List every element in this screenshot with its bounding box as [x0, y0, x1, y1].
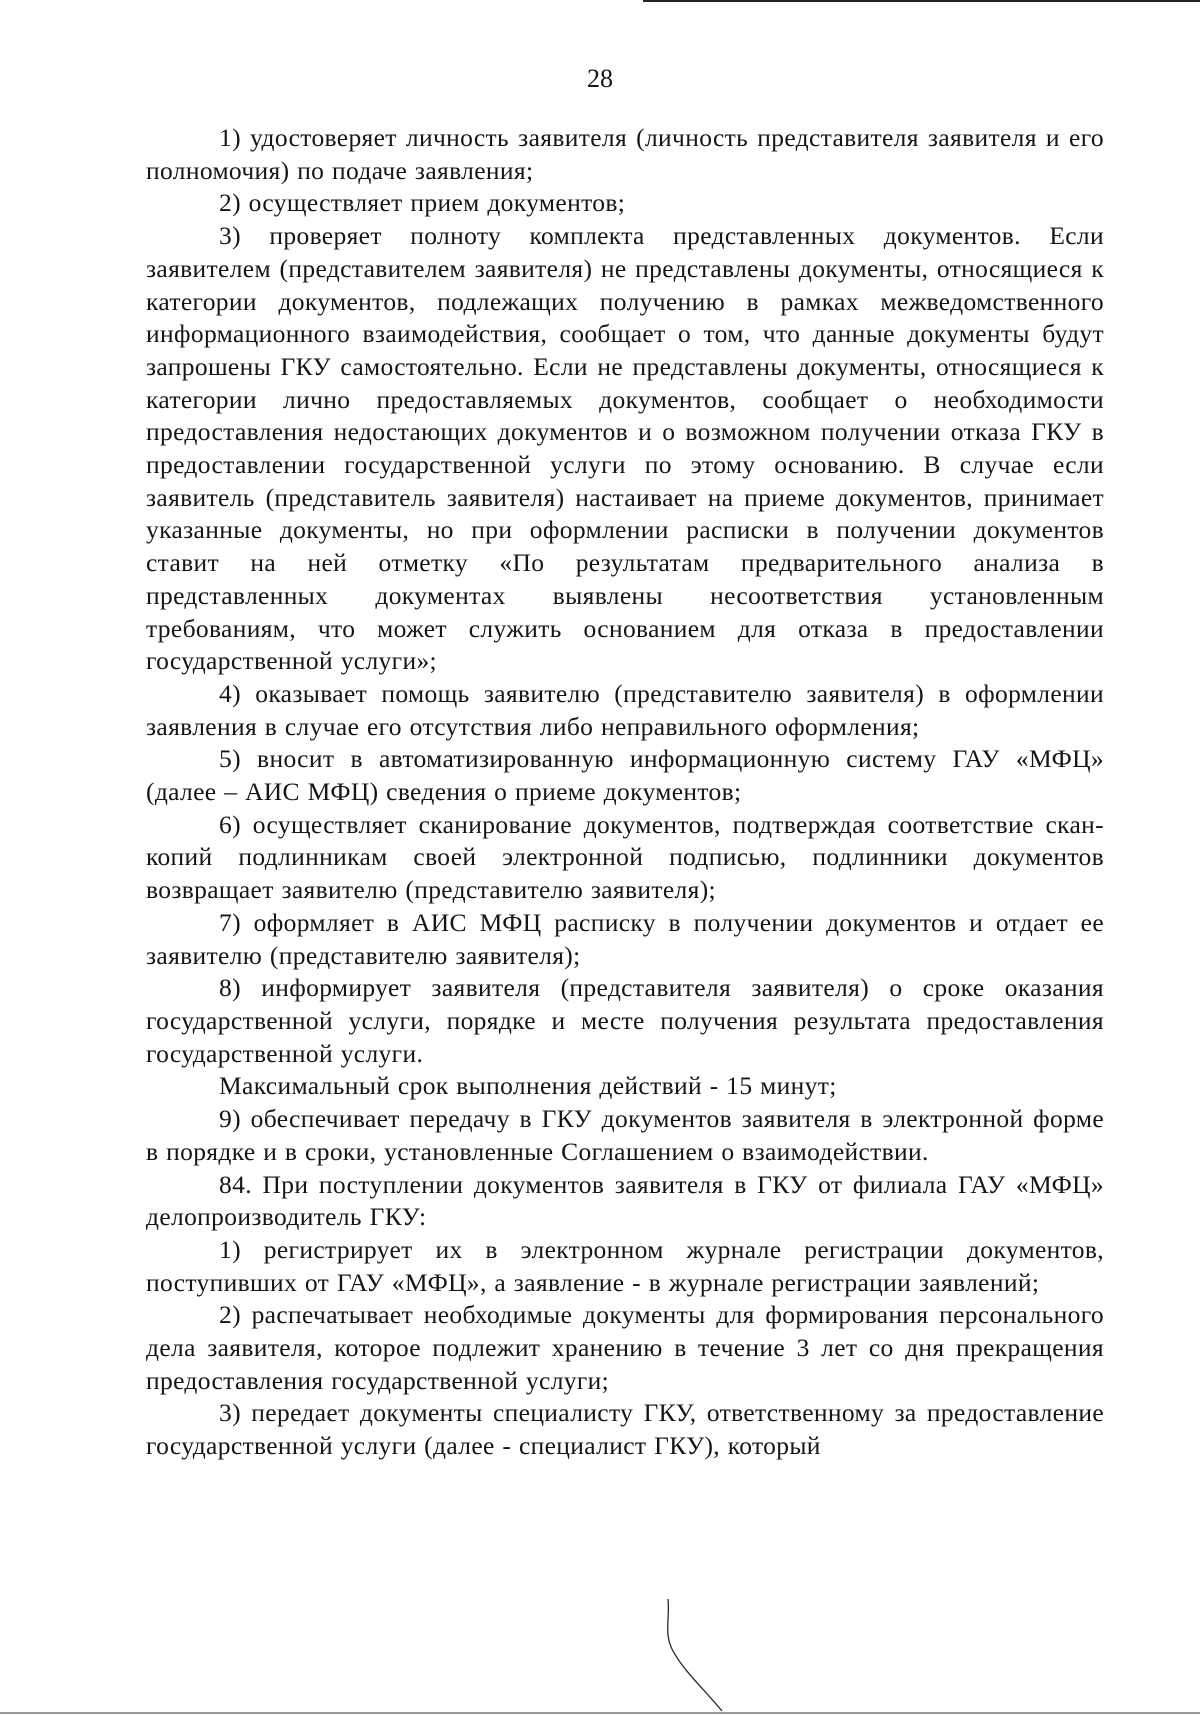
- paragraph-item-2: 2) осуществляет прием документов;: [219, 188, 626, 218]
- paragraph-84-item-1: 1) регистрирует их в электронном журнале регистрации документов, поступивших от ГАУ «МФЦ», а заявление - в журнале регистрации заявлений;: [146, 1234, 1104, 1297]
- paragraph-item-5: 5) вносит в автоматизированную информационную систему ГАУ «МФЦ» (далее – АИС МФЦ) сведения о приеме документов;: [146, 744, 1104, 807]
- paragraph-item-6: 6) осуществляет сканирование документов, подтверждая соответствие скан-копий подлинникам своей электронной подписью, подлинники документов возвращает заявителю (представителю заявителя);: [146, 809, 1104, 905]
- paragraph-item-3: 3) проверяет полноту комплекта представленных документов. Если заявителем (представителем заявителя) не представлены документы, относящиеся к категории документов, подлежащих получению в рамках межведомственного информационного взаимодействия, сообщает о том, что данные документы будут запрошены ГКУ самостоятельно. Если не представлены документы, относящиеся к категории лично предоставляемых документов, сообщает о необходимости предоставления недостающих документов и о возможном получении отказа ГКУ в предоставлении государственной услуги по этому основанию. В случае если заявитель (представитель заявителя) настаивает на приеме документов, принимает указанные документы, но при оформлении расписки в получении документов ставит на ней отметку «По результатам предварительного анализа в представленных документах выявлены несоответствия установленным требованиям, что может служить основанием для отказа в предоставлении государственной услуги»;: [146, 221, 1104, 676]
- paragraph-item-9: 9) обеспечивает передачу в ГКУ документов заявителя в электронной форме в порядке и в сроки, установленные Соглашением о взаимодействии.: [146, 1104, 1104, 1166]
- paragraph-item-7: 7) оформляет в АИС МФЦ расписку в получении документов и отдает ее заявителю (представителю заявителя);: [146, 907, 1104, 970]
- paragraph-84-item-3: 3) передает документы специалисту ГКУ, ответственному за предоставление государственной услуги (далее - специалист ГКУ), который: [146, 1398, 1104, 1461]
- bottom-edge-rule: [0, 1712, 1200, 1714]
- top-edge-rule: [643, 0, 1200, 2]
- page-number: 28: [587, 64, 613, 93]
- paragraph-item-1: 1) удостоверяет личность заявителя (личность представителя заявителя и его полномочия) по подаче заявления;: [146, 123, 1104, 185]
- paragraph-84-item-2: 2) распечатывает необходимые документы для формирования персонального дела заявителя, которое подлежит хранению в течение 3 лет со дня прекращения предоставления государственной услуги;: [146, 1300, 1104, 1395]
- paragraph-max-time: Максимальный срок выполнения действий - 15 минут;: [219, 1071, 837, 1101]
- paragraph-item-4: 4) оказывает помощь заявителю (представителю заявителя) в оформлении заявления в случае его отсутствия либо неправильного оформления;: [146, 678, 1104, 741]
- paragraph-item-8: 8) информирует заявителя (представителя заявителя) о сроке оказания государственной услуги, порядке и месте получения результата предоставления государственной услуги.: [146, 973, 1104, 1068]
- scan-mark-stroke: [660, 1595, 730, 1715]
- document-body: [146, 122, 1104, 1463]
- paragraph-section-84: 84. При поступлении документов заявителя в ГКУ от филиала ГАУ «МФЦ» делопроизводитель ГКУ:: [146, 1169, 1104, 1232]
